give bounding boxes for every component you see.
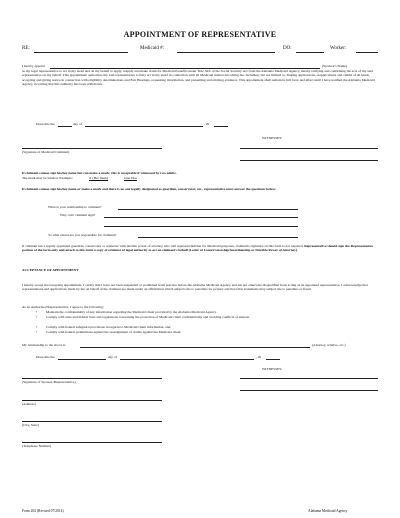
acceptance-paragraph: I hereby accept the foregoing appointment. I certify that I have not been suspended or prohibited from practice before the Alabama Medicaid Agency and am not otherwise disqualified from acting as an appointed representative. I acknowledge that representations and applications made by me on behalf of the claimant are made under an affirmation which subjects me to penalties for perjury and that false statements may subject me to penalties or fraud.: [22, 283, 368, 292]
bullet-item: Comply with federal safeguard provisions in regards to Medicaid client information, and,: [46, 325, 172, 329]
telephone-label: (Telephone Number): [22, 444, 52, 448]
acceptance-witness-1-field[interactable]: [240, 378, 378, 379]
relationship-answer-field[interactable]: [118, 209, 298, 210]
claimant-signature-field[interactable]: [22, 148, 162, 149]
bullet-dot: •: [36, 315, 38, 319]
relationship-hint: (Attorney, relative, etc.): [312, 343, 346, 347]
guardian-instruction: Representative should sign the Representative portion of the form only and attach to this form a copy of evidence of legal authority to act on claimant's behalf (Letter of Conservatorship/Guardianship or Durable Power of Attorney).: [22, 244, 373, 253]
acceptance-year-field[interactable]: [266, 359, 280, 360]
form-number: Form 202 (Revised 07/2014): [22, 509, 64, 513]
extent-answer-field[interactable]: [138, 237, 298, 238]
acceptance-year-label: , 20: [256, 355, 262, 359]
acceptance-month-field[interactable]: [120, 359, 254, 360]
sponsor-name-hint: (Sponsor's Name): [322, 64, 348, 68]
question-extent: To what extent are you responsible for claimant?: [48, 233, 117, 237]
address-label: (Address): [22, 402, 36, 406]
done-month-field[interactable]: [85, 126, 203, 127]
telephone-field[interactable]: [22, 442, 162, 443]
done-year-field[interactable]: [214, 126, 228, 127]
bullet-item: Comply with federal prohibitions against the reassignment of claims against the Medicaid client.: [46, 330, 182, 334]
appointment-paragraph: as my legal representative to act in my stead and on my behalf to apply, reapply and make claim for Medicaid benefits under Title XIX of the Social Security Act from the Alabama Medicaid Agency, hereby ratifying and confirming the acts of my said representative on my behalf. This appointment authorizes my said representative to fully act in my stead in connection with all Medicaid matters involving me, including, but not limited to, making applications, reapplications and claims of all kinds, accepting and giving notice in connection with eligibility determinations and Fair Hearings, requesting information, and presenting and eliciting evidence. This appointment shall remain in full force and effect until I have notified the Alabama Medicaid Agency in writing that this authority has been withdrawn.: [22, 69, 375, 87]
witnesses-label: WITNESSES:: [262, 136, 283, 140]
witness-1-field[interactable]: [240, 148, 378, 149]
bullet-dot: •: [36, 325, 38, 329]
acceptance-done-this-label: Done this the: [36, 355, 55, 359]
acceptance-witnesses-label: WITNESSES:: [262, 367, 283, 371]
acceptance-witness-2-field[interactable]: [240, 390, 378, 391]
claimant-signature-label: (Signature of Medicaid Claimant): [22, 150, 70, 154]
why-answer-field-2[interactable]: [104, 226, 298, 227]
no-mark-heading: If claimant cannot sign his/her name or make a mark and there is no one legally designated as guardian, conservator, etc., representative must answer the questions below:: [22, 187, 277, 191]
mark-example-label: The mark may be labeled. Example:: [22, 176, 73, 180]
city-state-field[interactable]: [22, 421, 162, 422]
question-why: Why can't claimant sign?: [60, 213, 96, 217]
acceptance-day-field[interactable]: [58, 359, 106, 360]
address-field[interactable]: [22, 400, 162, 401]
re-field[interactable]: [34, 52, 128, 53]
hereby-appoint-label: I hereby appoint: [22, 64, 45, 68]
mark-example-name: Jane Doe: [124, 176, 137, 180]
guardian-text: If claimant has a legally appointed guardian, conservator or someone with durable power of attorney who will represent him/her for Medicaid purposes, claimant's signature on this form is not required.: [22, 244, 304, 248]
re-label: RE:: [22, 46, 30, 51]
medicaid-number-field[interactable]: [177, 52, 275, 53]
year-label: , 20: [204, 122, 210, 126]
witness-2-field[interactable]: [240, 160, 378, 161]
why-answer-field[interactable]: [104, 217, 298, 218]
bullet-item: Comply with state and federal laws and regulations concerning the protection of Medicaid client confidentiality and avoiding conflicts of interest.: [46, 315, 251, 319]
done-day-field[interactable]: [58, 126, 72, 127]
done-this-label: Done this the: [36, 122, 55, 126]
agency-name: Alabama Medicaid Agency: [308, 509, 348, 513]
representative-relationship-field[interactable]: [80, 347, 310, 348]
page-title: APPOINTMENT OF REPRESENTATIVE: [123, 30, 277, 39]
agree-label: As an Authorized Representative, I agree to the following:: [22, 305, 104, 309]
mark-example-mark: X (Her mark): [89, 176, 109, 180]
guardian-paragraph: [22, 244, 378, 253]
sponsor-signature-field[interactable]: [22, 378, 162, 379]
worker-field[interactable]: [356, 52, 378, 53]
city-state-label: (City, State): [22, 423, 39, 427]
medicaid-number-label: Medicaid #:: [140, 46, 165, 51]
bullet-dot: •: [36, 330, 38, 334]
do-field[interactable]: [296, 52, 324, 53]
acceptance-day-of-label: day of: [108, 355, 117, 359]
bullet-item: Maintain the confidentiality of any information regarding the Medicaid client provided by the Alabama Medicaid Agency.: [46, 310, 217, 314]
relationship-label: My relationship to the above is: [22, 343, 66, 347]
bullet-dot: •: [36, 310, 38, 314]
do-label: DO:: [283, 46, 292, 51]
question-relationship: What is your relationship to claimant?: [48, 205, 102, 209]
day-of-label: day of: [73, 122, 82, 126]
acceptance-heading: ACCEPTANCE OF APPOINTMENT: [22, 268, 79, 272]
worker-label: Worker:: [330, 46, 347, 51]
sponsor-signature-label: (Signature of Sponsor/Representative): [22, 380, 76, 384]
mark-heading: If claimant cannot sign his/her name but can make a mark; this is acceptable if witnessed by two adults.: [22, 171, 177, 175]
